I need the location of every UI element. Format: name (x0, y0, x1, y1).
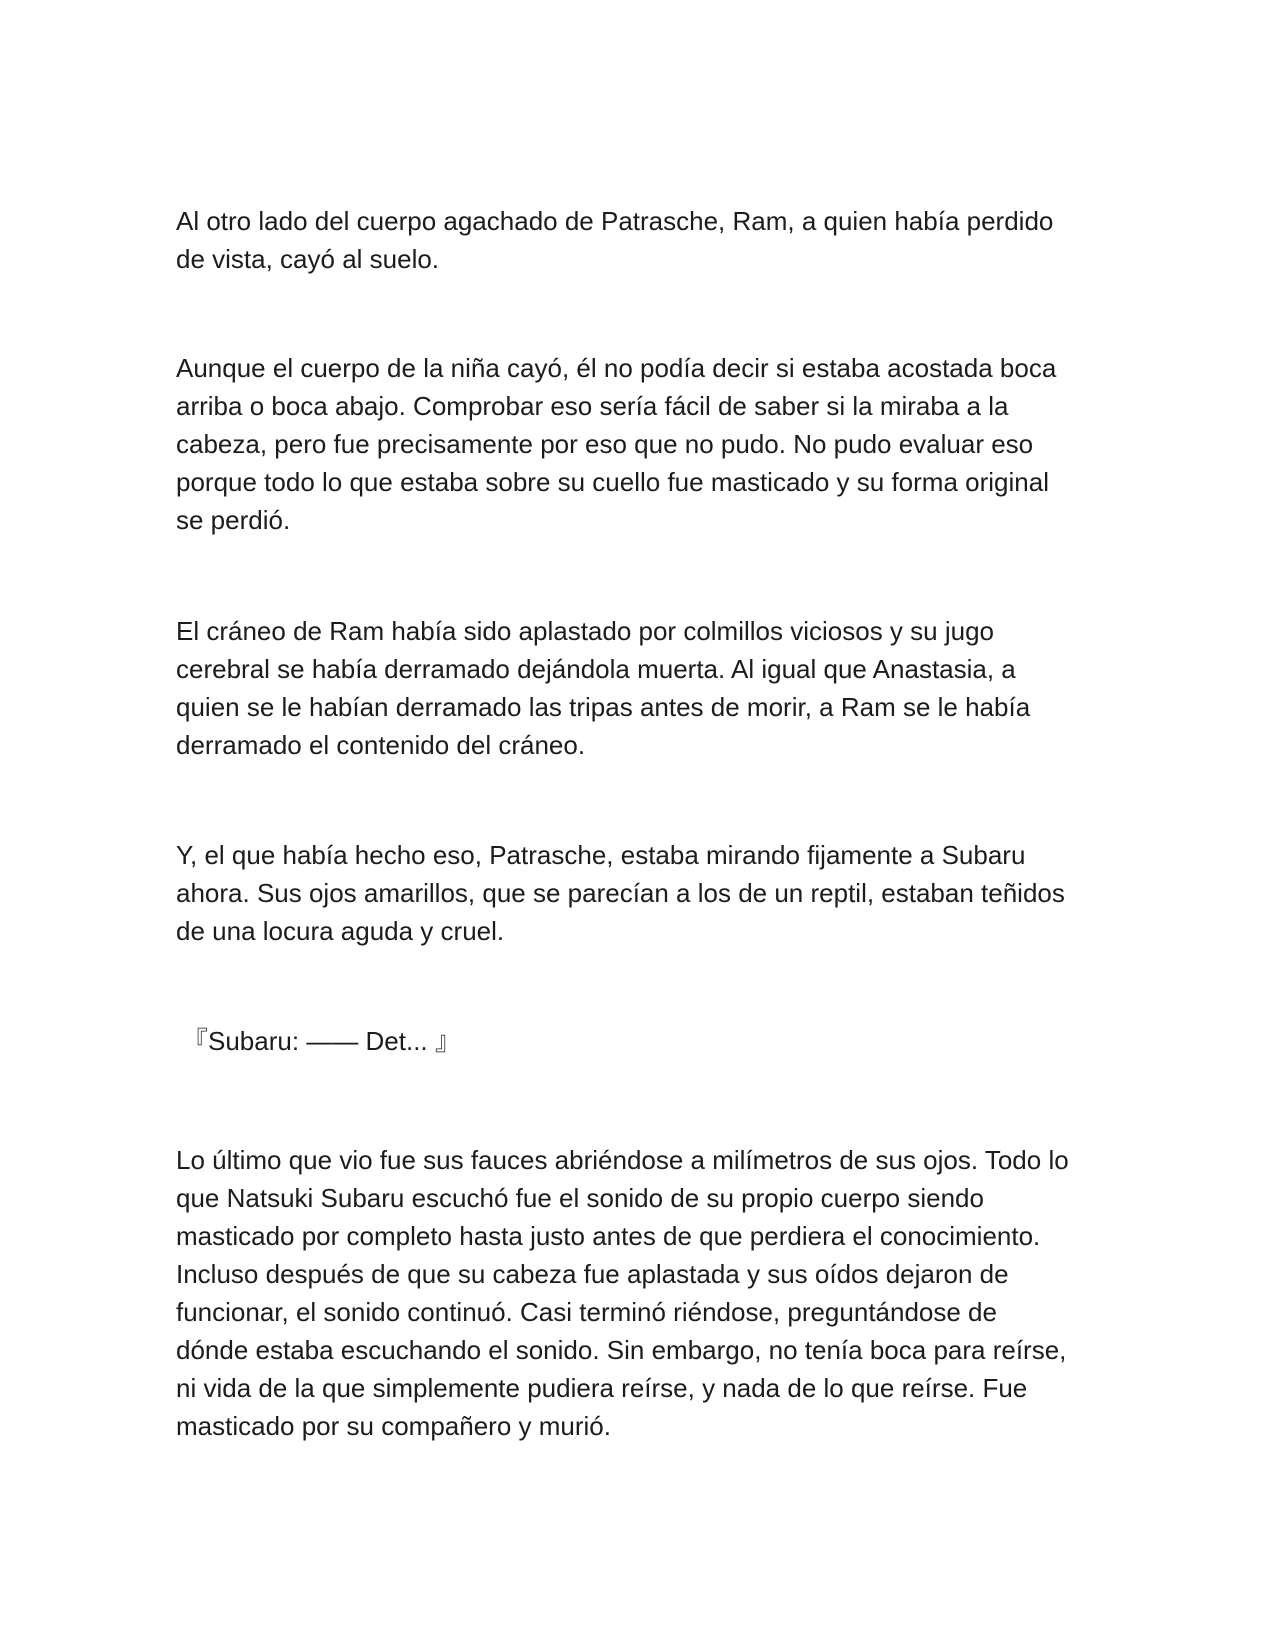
paragraph-2: Aunque el cuerpo de la niña cayó, él no podía decir si estaba acostada boca arriba o boca abajo. Comprobar eso sería fácil de saber si la miraba a la cabeza, pero fue precisamente por eso que no pudo. No pudo evaluar eso porque todo lo que estaba sobre su cuello fue masticado y su forma original se perdió. (176, 353, 1057, 535)
paragraph-3: El cráneo de Ram había sido aplastado por colmillos viciosos y su jugo cerebral se había derramado dejándola muerta. Al igual que Anastasia, a quien se le habían derramado las tripas antes de morir, a Ram se le había derramado el contenido del cráneo. (176, 616, 1031, 760)
paragraph-1: Al otro lado del cuerpo agachado de Patrasche, Ram, a quien había perdido de vista, cayó al suelo. (176, 206, 1054, 274)
paragraph-4: Y, el que había hecho eso, Patrasche, estaba mirando fijamente a Subaru ahora. Sus ojos amarillos, que se parecían a los de un reptil, estaban teñidos de una locura aguda y cruel. (176, 840, 1065, 946)
dialogue-line: 『Subaru: —— Det... 』 (182, 1026, 461, 1056)
paragraph-6: Lo último que vio fue sus fauces abriéndose a milímetros de sus ojos. Todo lo que Natsuki Subaru escuchó fue el sonido de su propio cuerpo siendo masticado por completo hasta justo antes de que perdiera el conocimiento. Incluso después de que su cabeza fue aplastada y sus oídos dejaron de funcionar, el sonido continuó. Casi terminó riéndose, preguntándose de dónde estaba escuchando el sonido. Sin embargo, no tenía boca para reírse, ni vida de la que simplemente pudiera reírse, y nada de lo que reírse. Fue masticado por su compañero y murió. (176, 1145, 1069, 1441)
